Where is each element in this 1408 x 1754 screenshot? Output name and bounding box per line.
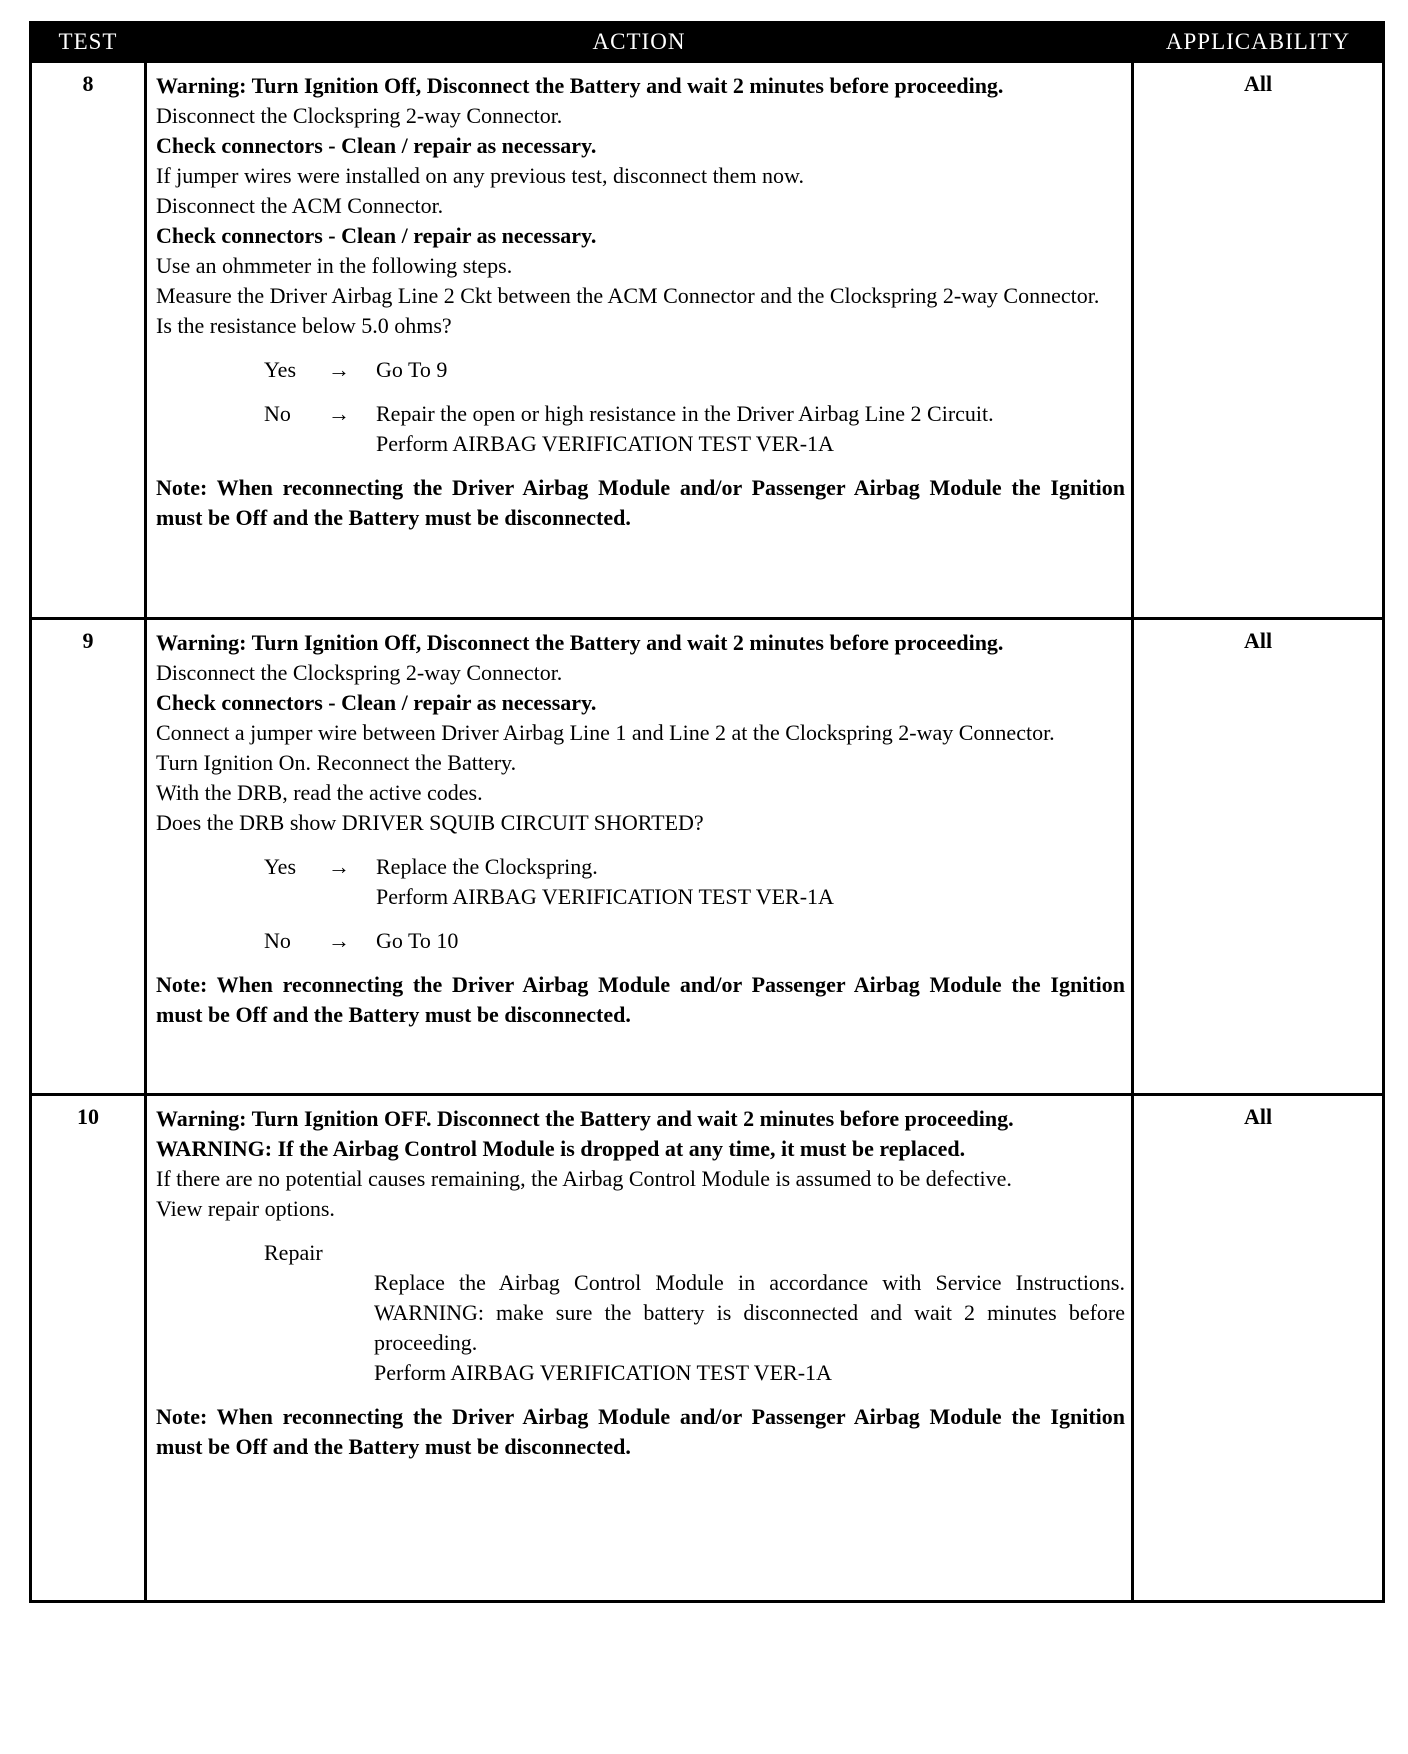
warning-text: Warning: Turn Ignition Off, Disconnect the Battery and wait 2 minutes before proceeding. (156, 73, 1004, 98)
arrow-icon: → (328, 928, 350, 953)
test-number: 9 (31, 619, 146, 1095)
step-text: With the DRB, read the active codes. (156, 780, 483, 805)
step-text: Disconnect the Clockspring 2-way Connector. (156, 103, 563, 128)
note-text: Note: When reconnecting the Driver Airbag Module and/or Passenger Airbag Module the Ignition must be Off and the Battery must be disconnected. (156, 972, 1125, 1027)
check-text: Check connectors - Clean / repair as necessary. (156, 690, 597, 715)
note-text: Note: When reconnecting the Driver Airbag Module and/or Passenger Airbag Module the Ignition must be Off and the Battery must be disconnected. (156, 475, 1125, 530)
test-row-9 (31, 619, 1384, 1095)
verification-step: Perform AIRBAG VERIFICATION TEST VER-1A (376, 431, 834, 456)
note-text: Note: When reconnecting the Driver Airbag Module and/or Passenger Airbag Module the Ignition must be Off and the Battery must be disconnected. (156, 1404, 1125, 1459)
step-text: If there are no potential causes remaining, the Airbag Control Module is assumed to be defective. (156, 1166, 1012, 1191)
warning-text: Warning: Turn Ignition Off, Disconnect the Battery and wait 2 minutes before proceeding. (156, 630, 1004, 655)
action-cell (146, 619, 1133, 1095)
step-text: Turn Ignition On. Reconnect the Battery. (156, 750, 517, 775)
no-branch (264, 399, 1125, 459)
yes-result: Replace the Clockspring. (376, 854, 598, 879)
header-action: ACTION (146, 23, 1133, 62)
header-row (31, 23, 1384, 62)
yes-branch (264, 355, 1125, 385)
verification-step: Perform AIRBAG VERIFICATION TEST VER-1A (374, 1360, 832, 1385)
arrow-icon: → (328, 854, 350, 879)
step-text: Disconnect the ACM Connector. (156, 193, 444, 218)
arrow-icon: → (328, 357, 350, 382)
test-row-8 (31, 62, 1384, 619)
action-cell (146, 1095, 1133, 1602)
no-result: Repair the open or high resistance in the Driver Airbag Line 2 Circuit. (376, 401, 994, 426)
diagnostic-table (29, 21, 1385, 1603)
warning-text: Warning: Turn Ignition OFF. Disconnect the Battery and wait 2 minutes before proceeding. (156, 1106, 1014, 1131)
repair-label: Repair (264, 1240, 323, 1265)
arrow-icon: → (328, 401, 350, 426)
applicability-value: All (1133, 62, 1384, 619)
check-text: Check connectors - Clean / repair as necessary. (156, 133, 597, 158)
step-text: Measure the Driver Airbag Line 2 Ckt between the ACM Connector and the Clockspring 2-way Connector. (156, 283, 1100, 308)
step-text: View repair options. (156, 1196, 335, 1221)
test-row-10 (31, 1095, 1384, 1602)
question-text: Is the resistance below 5.0 ohms? (156, 313, 452, 338)
yes-label: Yes (264, 357, 297, 382)
test-number: 10 (31, 1095, 146, 1602)
step-text: Disconnect the Clockspring 2-way Connector. (156, 660, 563, 685)
no-result: Go To 10 (376, 928, 459, 953)
yes-result: Go To 9 (376, 357, 448, 382)
step-text: Connect a jumper wire between Driver Airbag Line 1 and Line 2 at the Clockspring 2-way Connector. (156, 720, 1055, 745)
no-label: No (264, 401, 291, 426)
header-test: TEST (31, 23, 146, 62)
question-text: Does the DRB show DRIVER SQUIB CIRCUIT SHORTED? (156, 810, 704, 835)
step-text: If jumper wires were installed on any previous test, disconnect them now. (156, 163, 805, 188)
no-label: No (264, 928, 291, 953)
repair-text: Replace the Airbag Control Module in accordance with Service Instructions. WARNING: make sure the battery is disconnected and wait 2 minutes before proceeding. (374, 1270, 1125, 1355)
action-cell (146, 62, 1133, 619)
warning-text: WARNING: If the Airbag Control Module is dropped at any time, it must be replaced. (156, 1136, 966, 1161)
no-branch (264, 926, 1125, 956)
yes-label: Yes (264, 854, 297, 879)
check-text: Check connectors - Clean / repair as necessary. (156, 223, 597, 248)
test-number: 8 (31, 62, 146, 619)
yes-branch (264, 852, 1125, 912)
step-text: Use an ohmmeter in the following steps. (156, 253, 513, 278)
header-applicability: APPLICABILITY (1133, 23, 1384, 62)
verification-step: Perform AIRBAG VERIFICATION TEST VER-1A (376, 884, 834, 909)
applicability-value: All (1133, 619, 1384, 1095)
applicability-value: All (1133, 1095, 1384, 1602)
